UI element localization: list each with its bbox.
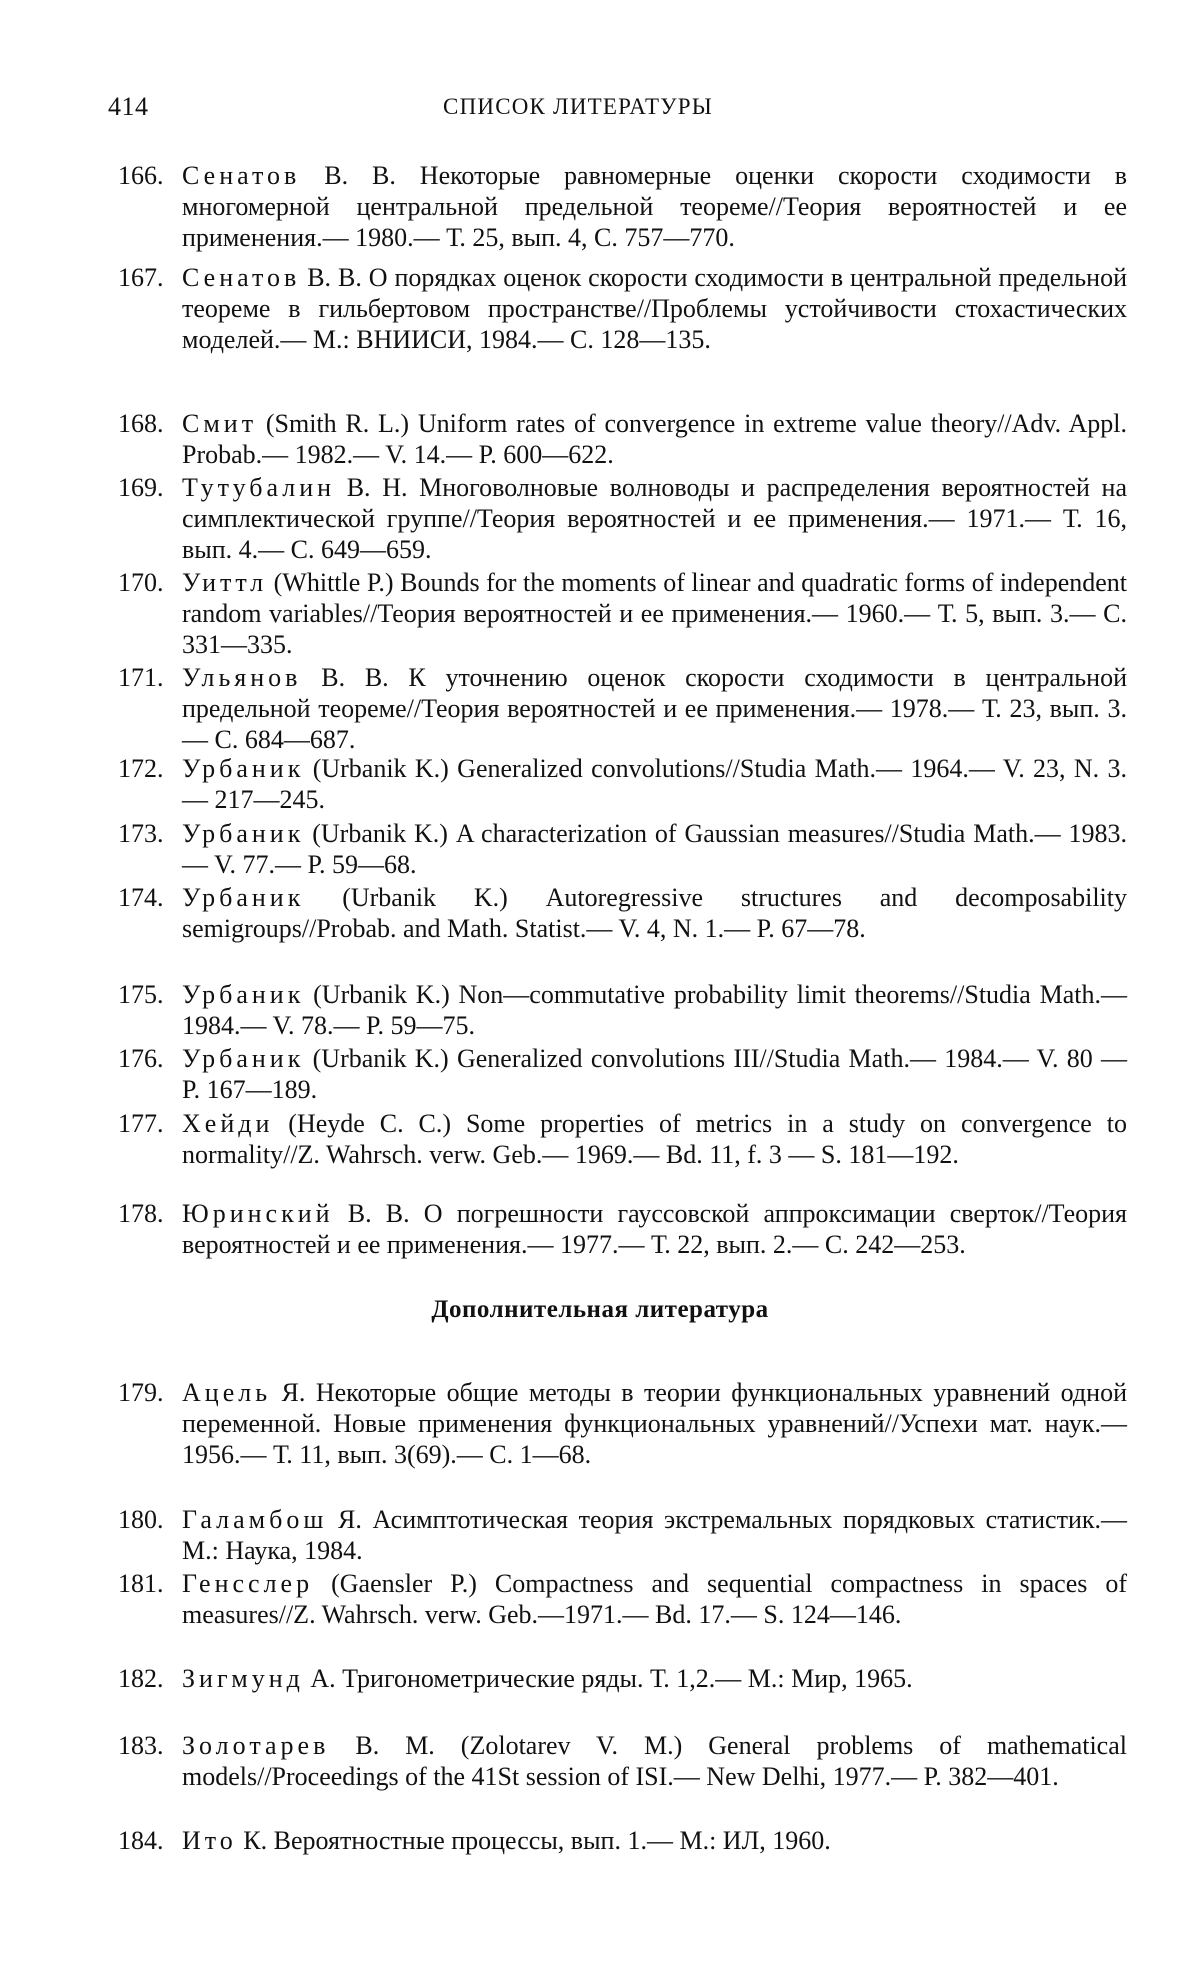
reference-text — [182, 1730, 1127, 1792]
reference-text — [182, 262, 1127, 355]
reference-number: 179. — [118, 1378, 164, 1407]
reference-author: Смит — [182, 409, 258, 438]
reference-body: (Urbanik K.) Generalized convolutions//Studia Math.— 1964.— V. 23, N. 3.— 217—245. — [182, 754, 1127, 814]
reference-author: Урбаник — [182, 1044, 305, 1073]
reference-body: (Urbanik K.) A characterization of Gaussian measures//Studia Math.— 1983.— V. 77.— P. 59—68. — [182, 819, 1127, 879]
reference-number: 184. — [118, 1826, 164, 1855]
reference-body: (Smith R. L.) Uniform rates of convergence in extreme value theory//Adv. Appl. Probab.— 1982.— V. 14.— P. 600—622. — [182, 409, 1127, 469]
reference-number: 183. — [118, 1731, 164, 1760]
section-heading: Дополнительная литература — [431, 1296, 769, 1323]
reference-number: 178. — [118, 1199, 164, 1228]
reference-author: Урбаник — [182, 883, 305, 912]
reference-author: Галамбош — [182, 1505, 328, 1534]
reference-author: Юринский — [182, 1199, 334, 1228]
reference-author: Уиттл — [182, 568, 268, 597]
reference-body: В. М. (Zolotarev V. M.) General problems of mathematical models//Proceedings of the 41St session of ISI.— New Delhi, 1977.— P. 382—401. — [182, 1731, 1127, 1791]
reference-body: В. Н. Многоволновые волноводы и распределения вероятностей на симплектической группе//Теория вероятностей и ее применения.— 1971.— Т. 16, вып. 4.— С. 649—659. — [182, 473, 1127, 564]
reference-author: Ито — [182, 1826, 237, 1855]
reference-author: Сенатов — [182, 263, 301, 292]
reference-text — [182, 1663, 1127, 1694]
reference-body: А. Тригонометрические ряды. Т. 1,2.— М.: Мир, 1965. — [303, 1664, 913, 1693]
reference-author: Урбаник — [182, 980, 305, 1009]
reference-text — [182, 472, 1127, 565]
reference-text — [182, 1043, 1127, 1105]
reference-body: (Heyde C. C.) Some properties of metrics in a study on convergence to normality//Z. Wahrsch. verw. Geb.— 1969.— Bd. 11, f. 3 — S. 181—192. — [182, 1109, 1127, 1169]
reference-text — [182, 160, 1127, 253]
reference-text — [182, 1568, 1127, 1630]
reference-author: Ацель — [182, 1378, 272, 1407]
reference-number: 170. — [118, 568, 164, 597]
reference-text — [182, 979, 1127, 1041]
reference-number: 171. — [118, 663, 164, 692]
reference-number: 168. — [118, 409, 164, 438]
reference-body: В. В. О порядках оценок скорости сходимости в центральной предельной теореме в гильбертовом пространстве//Проблемы устойчивости стохастических моделей.— М.: ВНИИСИ, 1984.— С. 128—135. — [182, 263, 1127, 354]
reference-text — [182, 1825, 1127, 1856]
reference-number: 173. — [118, 819, 164, 848]
reference-body: В. В. Некоторые равномерные оценки скорости сходимости в многомерной центральной предельной теореме//Теория вероятностей и ее применения.— 1980.— Т. 25, вып. 4, С. 757—770. — [182, 161, 1127, 252]
running-title: СПИСОК ЛИТЕРАТУРЫ — [443, 94, 713, 119]
reference-body: В. В. О погрешности гауссовской аппроксимации сверток//Теория вероятностей и ее применения.— 1977.— Т. 22, вып. 2.— С. 242—253. — [182, 1199, 1127, 1259]
page-header — [108, 92, 1048, 132]
reference-body: Я. Некоторые общие методы в теории функциональных уравнений одной переменной. Новые применения функциональных уравнений//Успехи мат. наук.— 1956.— Т. 11, вып. 3(69).— С. 1—68. — [182, 1378, 1127, 1469]
reference-text — [182, 408, 1127, 470]
reference-body: (Urbanik K.) Non—commutative probability limit theorems//Studia Math.— 1984.— V. 78.— P. 59—75. — [182, 980, 1127, 1040]
reference-author: Ульянов — [182, 663, 302, 692]
reference-text — [182, 753, 1127, 815]
reference-author: Сенатов — [182, 161, 301, 190]
reference-text — [182, 818, 1127, 880]
reference-body: (Urbanik K.) Generalized convolutions III//Studia Math.— 1984.— V. 80 — P. 167—189. — [182, 1044, 1127, 1104]
reference-author: Золотарев — [182, 1731, 330, 1760]
reference-number: 169. — [118, 473, 164, 502]
reference-text — [182, 1198, 1127, 1260]
reference-body: Я. Асимптотическая теория экстремальных порядковых статистик.— М.: Наука, 1984. — [182, 1505, 1127, 1565]
reference-text — [182, 567, 1127, 660]
reference-number: 177. — [118, 1109, 164, 1138]
reference-body: (Urbanik K.) Autoregressive structures and decomposability semigroups//Probab. and Math. Statist.— V. 4, N. 1.— P. 67—78. — [182, 883, 1127, 943]
reference-author: Урбаник — [182, 754, 305, 783]
reference-text — [182, 662, 1127, 755]
reference-author: Хейди — [182, 1109, 274, 1138]
reference-text — [182, 1504, 1127, 1566]
reference-number: 180. — [118, 1505, 164, 1534]
reference-author: Урбаник — [182, 819, 305, 848]
reference-number: 182. — [118, 1664, 164, 1693]
reference-author: Зигмунд — [182, 1664, 304, 1693]
reference-author: Тутубалин — [182, 473, 336, 502]
reference-number: 172. — [118, 754, 164, 783]
reference-body: (Gaensler P.) Compactness and sequential compactness in spaces of measures//Z. Wahrsch. verw. Geb.—1971.— Bd. 17.— S. 124—146. — [182, 1569, 1127, 1629]
reference-body: (Whittle P.) Bounds for the moments of linear and quadratic forms of independent random variables//Теория вероятностей и ее применения.— 1960.— Т. 5, вып. 3.— С. 331—335. — [182, 568, 1127, 659]
reference-body: К. Вероятностные процессы, вып. 1.— М.: ИЛ, 1960. — [236, 1826, 831, 1855]
page-number: 414 — [108, 92, 149, 121]
reference-number: 174. — [118, 883, 164, 912]
reference-number: 166. — [118, 161, 164, 190]
reference-number: 167. — [118, 263, 164, 292]
reference-body: В. В. К уточнению оценок скорости сходимости в центральной предельной теореме//Теория вероятностей и ее применения.— 1978.— Т. 23, вып. 3.— С. 684—687. — [182, 663, 1127, 754]
reference-text — [182, 1108, 1127, 1170]
reference-text — [182, 1377, 1127, 1470]
reference-number: 176. — [118, 1044, 164, 1073]
reference-number: 175. — [118, 980, 164, 1009]
reference-text — [182, 882, 1127, 944]
reference-author: Генсслер — [182, 1569, 314, 1598]
reference-number: 181. — [118, 1569, 164, 1598]
